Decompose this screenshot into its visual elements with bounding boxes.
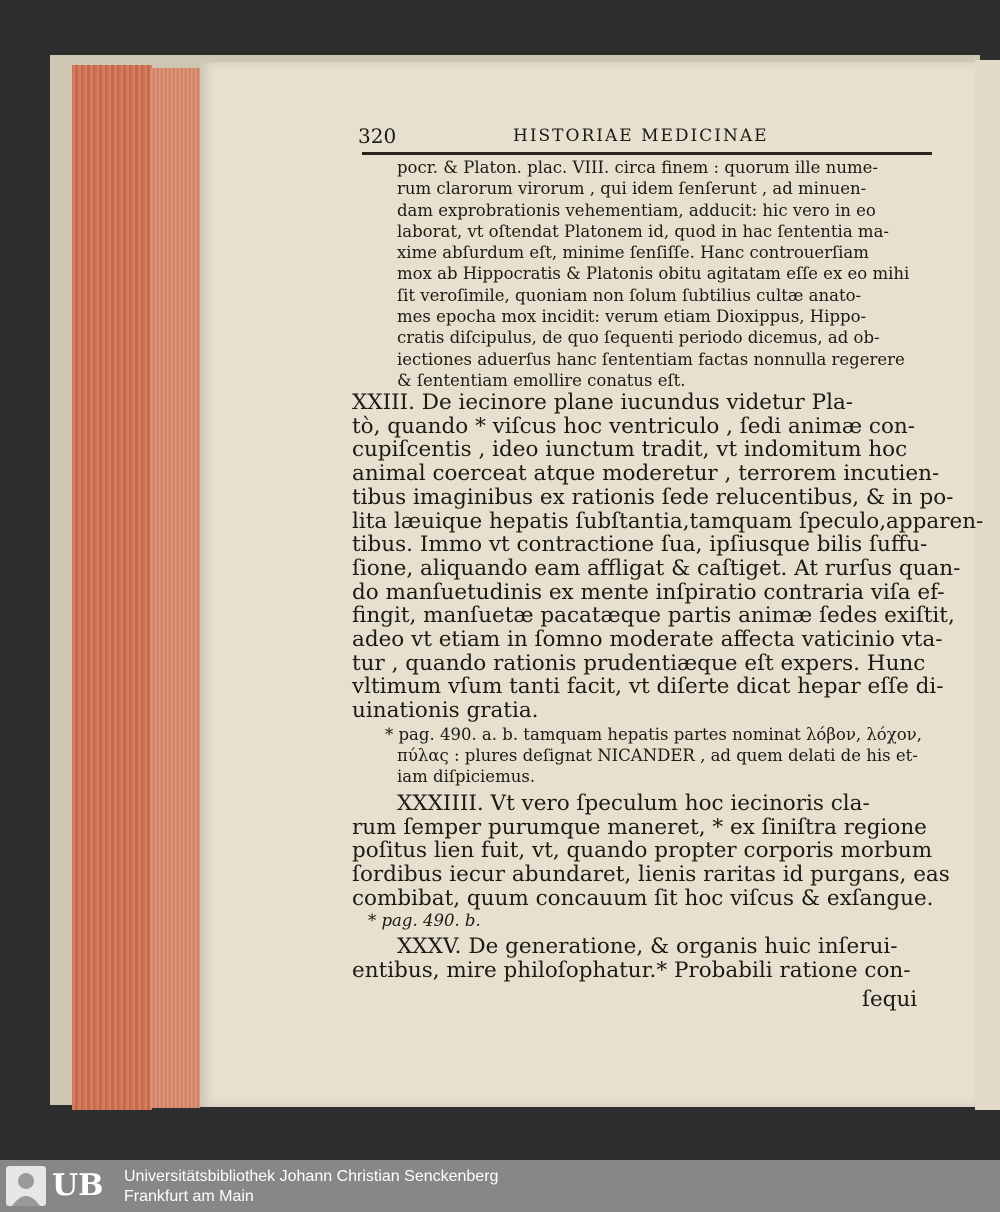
text-line: tò, quando * viſcus hoc ventriculo , ſedi animæ con- [352,413,915,439]
text-line: * pag. 490. a. b. tamquam hepatis partes nominat λόβον, λόχον, [385,725,922,744]
paragraph-top [397,157,909,391]
text-line: vltimum vſum tanti facit, vt diſerte dicat hepar eſſe di- [352,674,944,700]
text-line: XXXIIII. Vt vero ſpeculum hoc iecinoris cla- [397,791,870,816]
text-line: xime abſurdum eſt, minime ſenſiſſe. Hanc controuerſiam [397,243,869,263]
text-line: lita læuique hepatis ſubſtantia,tamquam ſpeculo,apparen- [352,508,984,534]
text-line: adeo vt etiam in ſomno moderate affecta vaticinio vta- [352,627,943,653]
text-line: XXXV. De generatione, & organis huic inſerui- [397,934,898,959]
section-xxxiiii [352,792,950,911]
text-line: ſordibus iecur abundaret, lienis raritas id purgans, eas [352,862,950,888]
library-name [124,1167,498,1207]
page-number: 320 [358,124,397,148]
text-line: tibus. Immo vt contractione ſua, ipſiusque bilis ſuffu- [352,532,928,558]
text-line: cratis diſcipulus, de quo ſequenti periodo dicemus, ad ob- [397,328,880,348]
text-line: ſit veroſimile, quoniam non ſolum ſubtilius cultæ anato- [397,285,862,305]
portrait-icon [6,1166,46,1206]
library-footer [0,1160,1000,1212]
text-line: fingit, manſuetæ pacatæque partis animæ ſedes exiſtit, [352,603,955,629]
section-xxxv [352,935,911,982]
text-line: mes epocha mox incidit: verum etiam Dioxippus, Hippo- [397,307,867,327]
catchword: ſequi [862,987,918,1012]
library-name-line2: Frankfurt am Main [124,1188,254,1205]
text-line: tur , quando rationis prudentiæque eſt expers. Hunc [352,650,926,676]
footnote-xxxiiii: * pag. 490. b. [368,911,481,930]
library-name-line1: Universitätsbibliothek Johann Christian Senckenberg [124,1168,499,1185]
text-line: pocr. & Platon. plac. VIII. circa finem : quorum ille nume- [397,158,878,177]
text-line: uinationis gratia. [352,698,539,724]
text-line: dam exprobrationis vehementiam, adducit: hic vero in eo [397,200,876,220]
page-header [358,124,933,152]
text-line: ſione, aliquando eam affligat & caſtiget. At rurſus quan- [352,555,961,581]
page-edge-inner [150,68,200,1108]
text-line: combibat, quum concauum ſit hoc viſcus & exſangue. [352,885,934,911]
text-line: laborat, vt oſtendat Platonem id, quod in hac ſententia ma- [397,221,889,241]
text-line: XXIII. De iecinore plane iucundus videtur Pla- [352,390,854,415]
text-line: πύλας : plures deſignat NICANDER , ad quem delati de his et- [397,746,918,765]
header-rule [362,152,932,155]
text-line: iectiones aduerſus hanc ſententiam factas nonnulla regerere [397,349,905,369]
text-line: & ſententiam emollire conatus eſt. [397,370,686,390]
library-logo [6,1166,114,1206]
text-line: poſitus lien fuit, vt, quando propter corporis morbum [352,838,933,864]
text-line: rum ſemper purumque maneret, * ex ſiniſtra regione [352,814,927,840]
logo-text: UB [52,1168,104,1203]
text-line: do manſuetudinis ex mente inſpiratio contraria viſa ef- [352,579,945,605]
text-line: entibus, mire philoſophatur.* Probabili ratione con- [352,957,911,983]
text-line: mox ab Hippocratis & Platonis obitu agitatam eſſe ex eo mihi [397,264,910,284]
text-line: iam diſpiciemus. [397,767,536,786]
text-line: animal coerceat atque moderetur , terrorem incutien- [352,461,940,487]
page-edge-red [72,65,152,1110]
text-line: cupiſcentis , ideo iunctum tradit, vt indomitum hoc [352,437,908,463]
running-head: HISTORIAE MEDICINAE [513,126,769,146]
text-line: tibus imaginibus ex rationis ſede relucentibus, & in po- [352,484,954,510]
text-line: rum clarorum virorum , qui idem ſenſerunt , ad minuen- [397,179,867,199]
footnote-xxiii [385,724,922,787]
section-xxiii [352,391,983,723]
